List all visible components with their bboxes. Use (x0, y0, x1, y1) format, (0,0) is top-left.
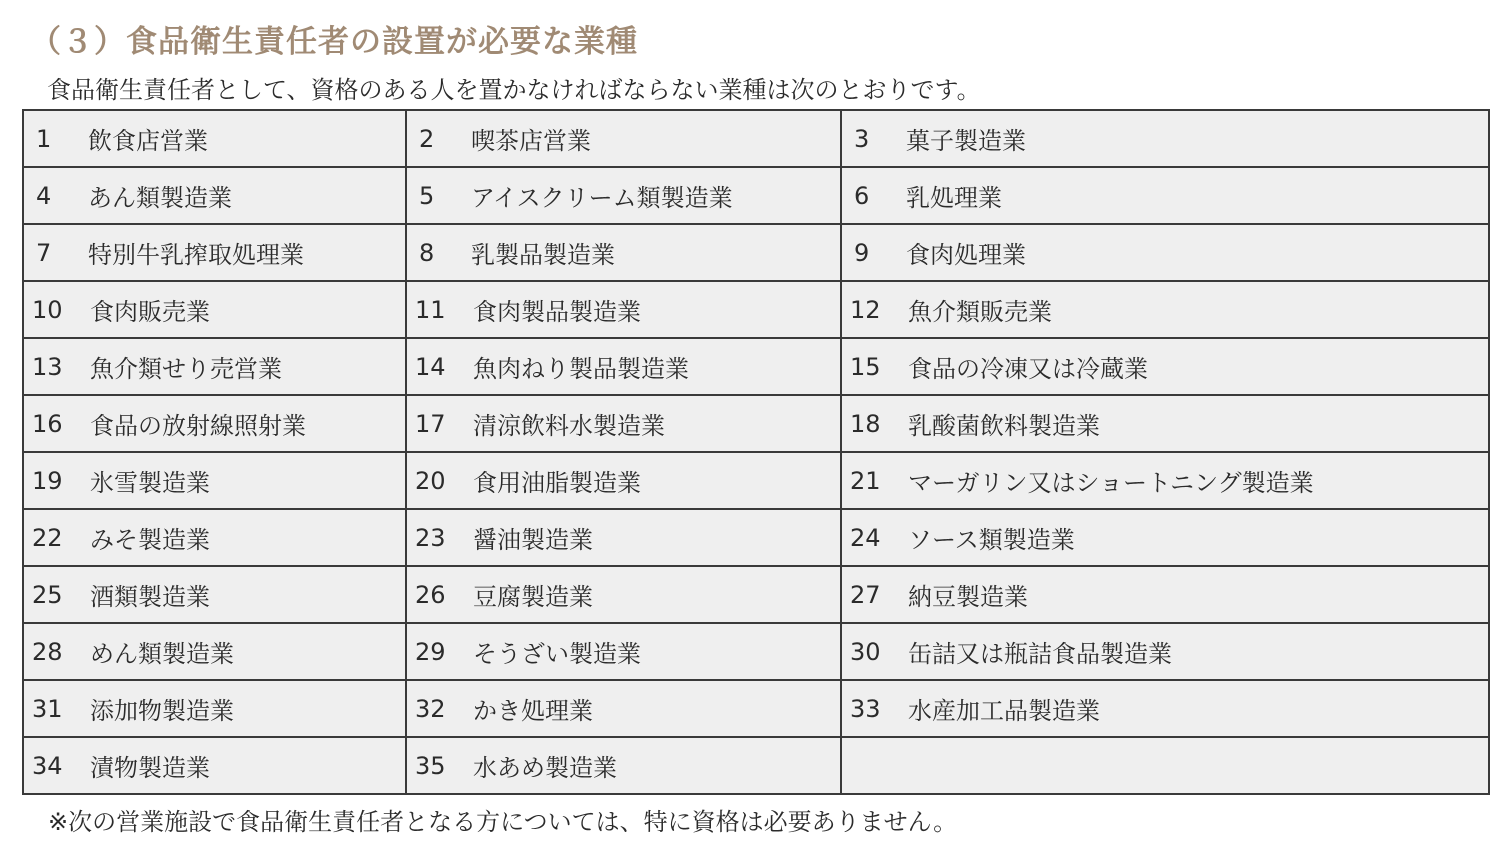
table-row (23, 224, 1489, 281)
table-cell (23, 566, 406, 623)
table-cell (406, 623, 841, 680)
business-type-entry (407, 406, 840, 441)
business-type-number: 26 (415, 580, 446, 609)
business-type-name: 水あめ製造業 (473, 754, 617, 782)
table-cell (23, 395, 406, 452)
table-cell (406, 338, 841, 395)
business-type-name: 魚肉ねり製品製造業 (473, 355, 689, 383)
table-cell (23, 167, 406, 224)
business-type-number: 23 (415, 523, 446, 552)
business-type-name: 添加物製造業 (90, 697, 234, 725)
business-type-number: 13 (32, 352, 63, 381)
business-type-name: 氷雪製造業 (90, 469, 210, 497)
table-row (23, 509, 1489, 566)
business-type-name: みそ製造業 (90, 526, 210, 554)
table-cell (406, 167, 841, 224)
business-type-entry (24, 406, 405, 441)
business-type-number: 28 (32, 637, 63, 666)
business-type-entry (407, 292, 840, 327)
business-type-name: 漬物製造業 (90, 754, 210, 782)
table-cell (23, 452, 406, 509)
table-cell (406, 566, 841, 623)
business-type-entry (842, 235, 1488, 270)
business-type-entry (842, 406, 1488, 441)
intro-text: 食品衛生責任者として、資格のある人を置かなければならない業種は次のとおりです。 (47, 76, 981, 104)
table-cell (841, 680, 1489, 737)
business-type-number: 9 (854, 238, 870, 267)
table-row (23, 737, 1489, 794)
business-type-name: 喫茶店営業 (471, 127, 591, 155)
business-type-entry (24, 748, 405, 783)
business-type-number: 12 (850, 295, 881, 324)
business-type-entry (407, 748, 840, 783)
table-cell (841, 737, 1489, 794)
business-type-entry (842, 349, 1488, 384)
table-row (23, 680, 1489, 737)
business-type-name: 魚介類せり売営業 (90, 355, 282, 383)
business-type-number: 18 (850, 409, 881, 438)
business-type-number: 15 (850, 352, 881, 381)
business-type-entry (842, 463, 1488, 498)
business-type-entry (24, 577, 405, 612)
table-cell (23, 623, 406, 680)
business-type-entry (24, 463, 405, 498)
business-type-entry (24, 292, 405, 327)
business-type-entry (842, 292, 1488, 327)
business-type-name: 食肉処理業 (906, 241, 1026, 269)
business-type-number: 16 (32, 409, 63, 438)
table-cell (23, 281, 406, 338)
business-type-entry (24, 349, 405, 384)
business-type-number: 17 (415, 409, 446, 438)
business-type-number: 33 (850, 694, 881, 723)
business-type-name: 菓子製造業 (906, 127, 1026, 155)
table-row (23, 566, 1489, 623)
table-row (23, 167, 1489, 224)
table-cell (841, 509, 1489, 566)
table-row (23, 338, 1489, 395)
business-type-entry (24, 691, 405, 726)
table-row (23, 623, 1489, 680)
business-type-entry (842, 178, 1488, 213)
business-type-name: 食品の冷凍又は冷蔵業 (908, 355, 1148, 383)
business-type-name: 食肉製品製造業 (473, 298, 641, 326)
business-type-entry (24, 520, 405, 555)
business-type-number: 32 (415, 694, 446, 723)
table-cell (841, 110, 1489, 167)
business-type-entry (842, 691, 1488, 726)
business-type-number: 25 (32, 580, 63, 609)
business-type-entry (24, 235, 405, 270)
business-type-number: 20 (415, 466, 446, 495)
table-row (23, 110, 1489, 167)
business-type-name: ソース類製造業 (908, 526, 1075, 554)
business-type-number: 29 (415, 637, 446, 666)
business-type-number: 1 (36, 124, 52, 153)
business-type-name: かき処理業 (473, 697, 593, 725)
table-cell (841, 452, 1489, 509)
business-type-number: 11 (415, 295, 446, 324)
business-type-name: 乳酸菌飲料製造業 (908, 412, 1100, 440)
business-type-number: 10 (32, 295, 63, 324)
table-cell (406, 737, 841, 794)
business-type-number: 5 (419, 181, 435, 210)
business-type-number: 8 (419, 238, 435, 267)
business-type-number: 22 (32, 523, 63, 552)
business-type-name: 豆腐製造業 (473, 583, 593, 611)
business-type-entry (407, 463, 840, 498)
business-types-table (22, 109, 1490, 795)
business-type-name: そうざい製造業 (473, 640, 641, 668)
footnote: ※次の営業施設で食品衛生責任者となる方については、特に資格は必要ありません。 (48, 808, 958, 836)
business-type-number: 7 (36, 238, 52, 267)
table-row (23, 395, 1489, 452)
table-cell (841, 338, 1489, 395)
business-type-entry (407, 178, 840, 213)
business-type-entry (407, 691, 840, 726)
table-cell (841, 566, 1489, 623)
business-type-number: 24 (850, 523, 881, 552)
business-type-name: 飲食店営業 (88, 127, 208, 155)
business-type-name: マーガリン又はショートニング製造業 (908, 469, 1314, 497)
table-row (23, 452, 1489, 509)
business-type-entry (842, 577, 1488, 612)
table-cell (841, 167, 1489, 224)
business-type-number: 30 (850, 637, 881, 666)
table-cell (406, 509, 841, 566)
business-type-name: 食品の放射線照射業 (90, 412, 306, 440)
business-type-name: 醤油製造業 (473, 526, 593, 554)
table-cell (841, 395, 1489, 452)
table-cell (23, 509, 406, 566)
business-type-name: あん類製造業 (88, 184, 232, 212)
business-type-name: 清涼飲料水製造業 (473, 412, 665, 440)
business-type-number: 27 (850, 580, 881, 609)
business-type-number: 4 (36, 181, 52, 210)
business-type-entry (24, 178, 405, 213)
business-type-number: 3 (854, 124, 870, 153)
table-cell (23, 338, 406, 395)
business-type-entry (24, 121, 405, 156)
business-type-name: めん類製造業 (90, 640, 234, 668)
business-type-name: アイスクリーム類製造業 (471, 184, 733, 212)
table-cell (23, 680, 406, 737)
business-type-name: 特別牛乳搾取処理業 (88, 241, 304, 269)
business-type-entry (842, 634, 1488, 669)
table-cell (406, 224, 841, 281)
business-type-name: 魚介類販売業 (908, 298, 1052, 326)
business-type-name: 乳処理業 (906, 184, 1002, 212)
business-type-entry (407, 520, 840, 555)
business-type-number: 2 (419, 124, 435, 153)
business-type-name: 食用油脂製造業 (473, 469, 641, 497)
business-type-number: 19 (32, 466, 63, 495)
table-cell (406, 680, 841, 737)
table-cell (841, 224, 1489, 281)
business-type-entry (407, 634, 840, 669)
table-row (23, 281, 1489, 338)
table-cell (23, 224, 406, 281)
business-type-name: 納豆製造業 (908, 583, 1028, 611)
business-type-number: 34 (32, 751, 63, 780)
business-type-number: 31 (32, 694, 63, 723)
business-type-number: 21 (850, 466, 881, 495)
section-heading: （３）食品衛生責任者の設置が必要な業種 (30, 24, 638, 60)
business-type-name: 缶詰又は瓶詰食品製造業 (908, 640, 1172, 668)
table-cell (406, 281, 841, 338)
table-cell (841, 281, 1489, 338)
business-type-name: 乳製品製造業 (471, 241, 615, 269)
business-type-entry (407, 235, 840, 270)
business-type-entry (407, 349, 840, 384)
business-type-entry (842, 520, 1488, 555)
table-cell (23, 110, 406, 167)
business-type-name: 食肉販売業 (90, 298, 210, 326)
business-type-entry (407, 121, 840, 156)
business-type-name: 酒類製造業 (90, 583, 210, 611)
business-type-entry (407, 577, 840, 612)
table-cell (406, 395, 841, 452)
table-cell (23, 737, 406, 794)
business-type-entry (842, 121, 1488, 156)
business-type-name: 水産加工品製造業 (908, 697, 1100, 725)
business-type-number: 14 (415, 352, 446, 381)
table-cell (841, 623, 1489, 680)
table-cell (406, 110, 841, 167)
table-cell (406, 452, 841, 509)
business-type-entry (24, 634, 405, 669)
business-type-number: 35 (415, 751, 446, 780)
business-type-number: 6 (854, 181, 870, 210)
